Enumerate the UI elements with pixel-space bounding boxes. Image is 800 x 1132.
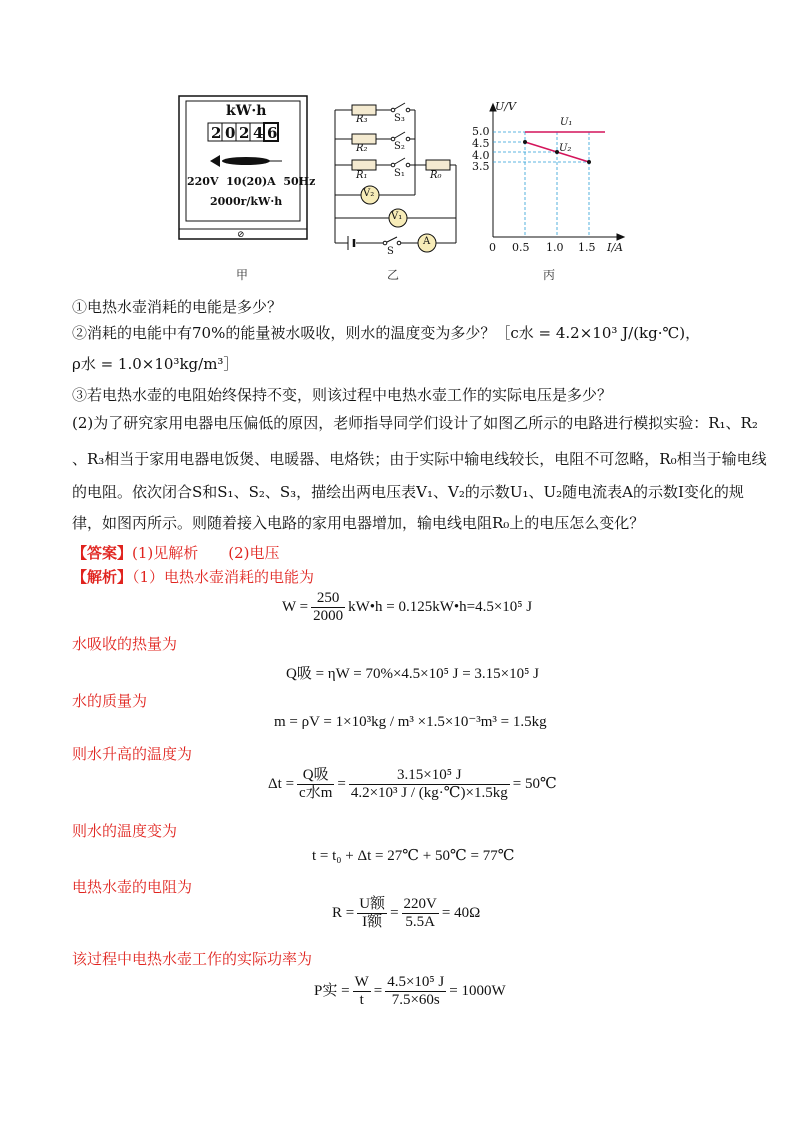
fraction xyxy=(357,896,387,931)
part-2-line-4: 律，如图丙所示。则随着接入电路的家用电器增加，输电线电阻R₀上的电压怎么变化？ xyxy=(72,514,645,532)
meter-symbol: ⊘ xyxy=(237,230,245,240)
ui-graph-figure xyxy=(470,100,630,260)
equation-temp-rise: Δt = $\frac{\text{Q吸}}{\text{c水m}}$ = $\frac{\text{3.15×10⁵ J}}{\text{4.2×10³ J / (kg·℃)×1.5kg}}$ = 50℃ xyxy=(268,767,557,801)
label-r1: R₁ xyxy=(356,170,368,181)
y-tick-label: 4.5 xyxy=(472,137,490,150)
denominator: 4.2×10³ J / (kg·℃)×1.5kg xyxy=(350,785,508,801)
numerator: 4.5×10⁵ J xyxy=(387,974,445,990)
meter-unit: kW·h xyxy=(226,103,267,119)
figure-caption-bing: 丙 xyxy=(543,268,556,282)
question-1: ①电热水壶消耗的电能是多少？ xyxy=(72,298,283,316)
numerator: Q吸 xyxy=(297,767,334,785)
ui-graph xyxy=(470,100,630,260)
label-s3: S₃ xyxy=(394,113,405,124)
label-r2: R₂ xyxy=(356,143,368,154)
eq-lhs: R = xyxy=(332,904,355,921)
x-tick-label: 1.0 xyxy=(546,241,564,254)
part-2-line-3: 的电阻。依次闭合S和S₁、S₂、S₃，描绘出两电压表V₁、V₂的示数U₁、U₂随电流表A的示数I变化的规 xyxy=(72,483,744,501)
figure-caption-yi: 乙 xyxy=(387,268,400,282)
label-v1: V₁ xyxy=(391,211,403,222)
y-tick-label: 5.0 xyxy=(472,125,490,138)
label-a: A xyxy=(423,236,431,247)
equation-energy xyxy=(282,590,532,625)
battery-icon xyxy=(348,236,354,250)
meter-revolutions: 2000r/kW·h xyxy=(210,195,283,208)
series-label-u2: U₂ xyxy=(559,143,572,154)
equation-power: P实 = $\frac{W}{t}$ = $\frac{\text{4.5×10⁵ J}}{7.5\times 60s}$ = 1000W xyxy=(314,974,506,1008)
eq-rhs: = 1000W xyxy=(449,982,506,999)
equation-mass: m = ρV = 1×10³kg / m³ ×1.5×10⁻³m³ = 1.5kg xyxy=(274,714,547,730)
numerator: 220V xyxy=(403,896,437,912)
graph-xlabel: I/A xyxy=(607,241,623,254)
denominator: 5.5A xyxy=(405,914,435,930)
eq-lhs: Δt = xyxy=(268,775,295,792)
question-2-density: ρ水 = 1.0×10³kg/m³］ xyxy=(72,355,239,373)
circuit-figure xyxy=(330,98,462,258)
equation-heat: Q吸 = ηW = 70%×4.5×10⁵ J = 3.15×10⁵ J xyxy=(286,666,539,682)
solution-tag: 【解析】 xyxy=(72,568,133,586)
label-s: S xyxy=(387,246,394,257)
figure-caption-jia: 甲 xyxy=(236,268,249,282)
denominator: t xyxy=(359,992,364,1008)
solution-step-2: 水吸收的热量为 xyxy=(72,635,178,653)
numerator: 250 xyxy=(311,590,345,608)
meter-digit: 4 xyxy=(253,124,264,142)
meter-digit: 0 xyxy=(225,124,236,142)
part-2-line-2: 、R₃相当于家用电器电饭煲、电暖器、电烙铁；由于实际中输电线较长，电阻不可忽略，R₀相当于输电线 xyxy=(72,450,767,468)
label-r3: R₃ xyxy=(356,114,368,125)
meter-digit: 2 xyxy=(239,124,250,142)
eq-rhs: kW•h = 0.125kW•h=4.5×10⁵ J xyxy=(348,598,533,615)
data-point xyxy=(523,140,527,144)
solution-line xyxy=(72,566,314,587)
solution-step-1: （1）电热水壶消耗的电能为 xyxy=(132,568,315,586)
data-point xyxy=(587,160,591,164)
denominator: c水m xyxy=(299,785,333,801)
eq-lhs: P实 = xyxy=(314,982,350,999)
solution-step-4: 则水升高的温度为 xyxy=(72,745,193,763)
solution-step-3: 水的质量为 xyxy=(72,692,148,710)
meter-spec: 220V 10(20)A 50Hz xyxy=(187,175,316,188)
fraction xyxy=(311,590,345,625)
question-2: ②消耗的电能中有70%的能量被水吸收，则水的温度变为多少？［c水 = 4.2×10³ J/(kg·℃)， xyxy=(72,324,701,342)
question-3: ③若电热水壶的电阻始终保持不变，则该过程中电热水壶工作的实际电压是多少？ xyxy=(72,386,613,404)
part-2-line-1: (2)为了研究家用电器电压偏低的原因，老师指导同学们设计了如图乙所示的电路进行模拟实验：R₁、R₂ xyxy=(72,414,758,432)
answer-line xyxy=(72,542,280,563)
y-tick-label: 4.0 xyxy=(472,149,490,162)
eq-rhs: = 50℃ xyxy=(512,775,557,792)
fraction xyxy=(402,896,439,931)
eq-lhs: W = xyxy=(282,598,309,615)
fraction xyxy=(353,974,371,1009)
graph-ylabel: U/V xyxy=(495,100,516,113)
fraction xyxy=(385,974,446,1009)
answer-tag: 【答案】 xyxy=(72,544,133,562)
numerator: U额 xyxy=(359,896,386,912)
label-s2: S₂ xyxy=(394,141,405,152)
answer-text: (1)见解析 (2)电压 xyxy=(132,544,280,562)
solution-step-5: 则水的温度变为 xyxy=(72,822,178,840)
numerator: 3.15×10⁵ J xyxy=(349,767,510,785)
y-tick-label: 3.5 xyxy=(472,160,490,173)
series-label-u1: U₁ xyxy=(560,117,573,128)
denominator: I额 xyxy=(362,914,383,930)
eq-rhs: = 40Ω xyxy=(441,904,481,921)
meter-digit: 2 xyxy=(211,124,222,142)
x-tick-label: 0.5 xyxy=(512,241,530,254)
solution-step-7: 该过程中电热水壶工作的实际功率为 xyxy=(72,950,313,968)
equation-resistance: R = $\frac{\text{U额}}{\text{I额}}$ = $\frac{220V}{5.5A}$ = 40Ω xyxy=(332,896,481,930)
x-tick-label: 1.5 xyxy=(578,241,596,254)
energy-meter-figure xyxy=(178,95,316,240)
meter-digit: 6 xyxy=(267,124,278,142)
denominator: 7.5×60s xyxy=(391,992,440,1008)
label-s1: S₁ xyxy=(394,168,405,179)
denominator: 2000 xyxy=(313,608,344,624)
fraction xyxy=(349,767,510,802)
label-r0: R₀ xyxy=(430,170,442,181)
equation-final-temp: t = t₀ + Δt = 27℃ + 50℃ = 77℃ xyxy=(312,848,515,864)
x-tick-label: 0 xyxy=(489,241,496,254)
label-v2: V₂ xyxy=(363,188,375,199)
numerator: W xyxy=(354,974,369,990)
fraction xyxy=(297,767,334,802)
solution-step-6: 电热水壶的电阻为 xyxy=(72,878,193,896)
